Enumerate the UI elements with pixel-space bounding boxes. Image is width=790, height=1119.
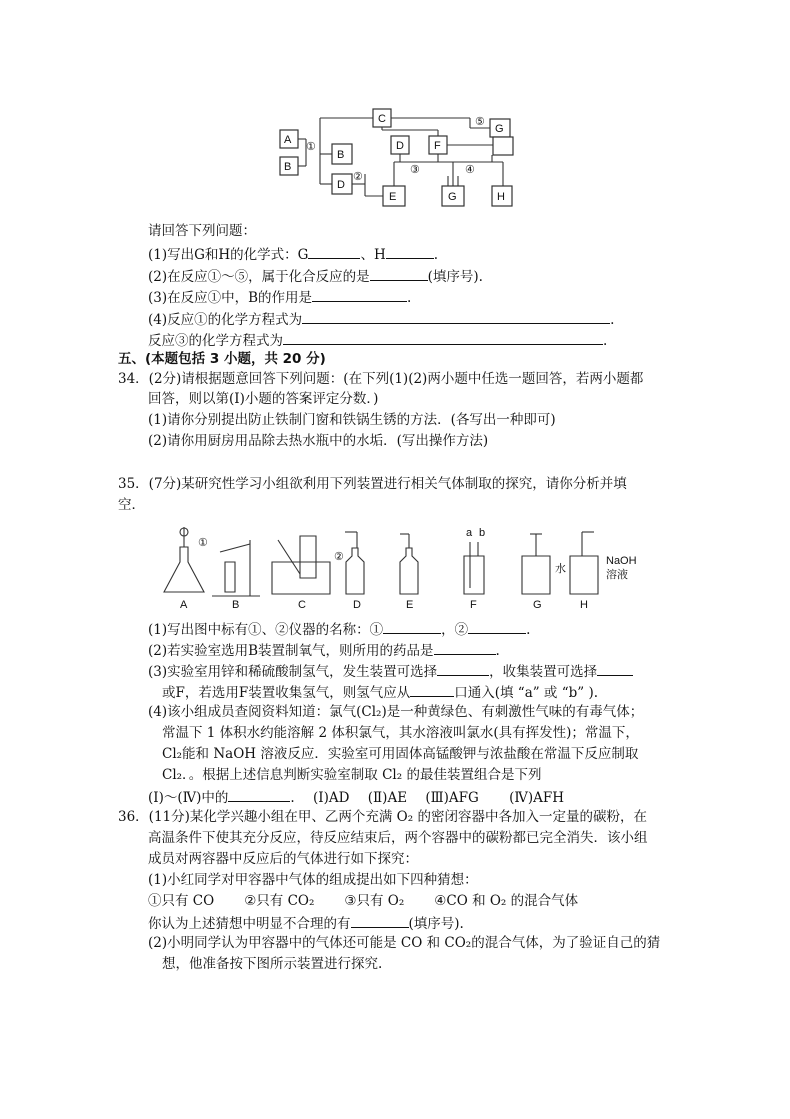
port-a: a bbox=[466, 527, 473, 539]
apparatus-mark-2: ② bbox=[334, 551, 344, 563]
q34-line1: 34．(2分)请根据题意回答下列问题：(在下列(1)(2)两小题中任选一题回答，若两小题都 bbox=[118, 371, 644, 387]
q36-line8: 想，他准备按下图所示装置进行探究. bbox=[162, 956, 383, 972]
q35-options: (Ⅰ)～(Ⅳ)中的 . (Ⅰ)AD (Ⅱ)AE (Ⅲ)AFG (Ⅳ)AFH bbox=[148, 787, 564, 807]
q33-part1: (1)写出G和H的化学式：G 、H . bbox=[148, 244, 438, 264]
mark-1: ① bbox=[306, 141, 316, 153]
section-5-title: 五、(本题包括 3 小题，共 20 分) bbox=[118, 351, 326, 367]
q35-part4-line1: (4)该小组成员查阅资料知道：氯气(Cl₂)是一种黄绿色、有刺激性气味的有毒气体； bbox=[148, 704, 644, 720]
q36-line2: 高温条件下使其充分反应，待反应结束后，两个容器中的碳粉都已完全消失．该小组 bbox=[148, 830, 648, 846]
q36-line3: 成员对两容器中反应后的气体进行如下探究： bbox=[148, 851, 418, 867]
apparatus-label-b: B bbox=[232, 599, 240, 611]
apparatus-label-h: H bbox=[580, 599, 588, 611]
q35-part3b: 或F，若选用F装置收集氢气，则氢气应从 口通入(填 “a” 或 “b” ). bbox=[162, 682, 598, 702]
node-f: F bbox=[434, 140, 441, 152]
node-c: C bbox=[378, 113, 386, 125]
q36-line6: 你认为上述猜想中明显不合理的有 (填序号). bbox=[148, 913, 464, 933]
node-b: B bbox=[284, 161, 292, 173]
q33-intro: 请回答下列问题： bbox=[148, 223, 256, 239]
port-b: b bbox=[479, 527, 486, 539]
q33-part3: (3)在反应①中，B的作用是 . bbox=[148, 287, 411, 307]
reaction-flowchart bbox=[270, 100, 530, 212]
q34-line3: (1)请你分别提出防止铁制门窗和铁锅生锈的方法．(各写出一种即可) bbox=[148, 412, 556, 428]
apparatus-diagram bbox=[150, 522, 650, 612]
solution-label: 溶液 bbox=[606, 569, 628, 581]
q33-part4: (4)反应①的化学方程式为 . bbox=[148, 309, 614, 329]
node-d2: D bbox=[396, 140, 404, 152]
node-g2: G bbox=[495, 123, 504, 135]
mark-2: ② bbox=[353, 171, 363, 183]
q35-part4-line2: 常温下 1 体积水约能溶解 2 体积氯气，其水溶液叫氯水(具有挥发性)；常温下， bbox=[162, 725, 639, 741]
node-a: A bbox=[284, 134, 292, 146]
q35-part4-line3: Cl₂能和 NaOH 溶液反应．实验室可用固体高锰酸钾与浓盐酸在常温下反应制取 bbox=[162, 746, 639, 762]
node-g: G bbox=[448, 191, 457, 203]
q36-guesses: ①只有 CO ②只有 CO₂ ③只有 O₂ ④CO 和 O₂ 的混合气体 bbox=[148, 893, 579, 909]
node-b2: B bbox=[337, 149, 345, 161]
q33-part2: (2)在反应①～⑤，属于化合反应的是 (填序号). bbox=[148, 266, 483, 286]
apparatus-label-c: C bbox=[298, 599, 306, 611]
apparatus-label-g: G bbox=[533, 599, 542, 611]
naoh-label: NaOH bbox=[606, 555, 637, 567]
q35-line1: 35．(7分)某研究性学习小组欲利用下列装置进行相关气体制取的探究，请你分析并填 bbox=[118, 476, 627, 492]
mark-4: ④ bbox=[465, 164, 475, 176]
q34-line4: (2)请你用厨房用品除去热水瓶中的水垢．(写出操作方法) bbox=[148, 433, 489, 449]
q35-part4-line4: Cl₂．。根据上述信息判断实验室制取 Cl₂ 的最佳装置组合是下列 bbox=[162, 767, 542, 783]
apparatus-label-a: A bbox=[180, 599, 188, 611]
q36-line4: (1)小红同学对甲容器中气体的组成提出如下四种猜想： bbox=[148, 872, 478, 888]
node-h: H bbox=[497, 191, 505, 203]
mark-5: ⑤ bbox=[475, 116, 485, 128]
q35-part1: (1)写出图中标有①、②仪器的名称：① ，② . bbox=[148, 619, 530, 639]
mark-3: ③ bbox=[410, 164, 420, 176]
q35-part2: (2)若实验室选用B装置制氧气，则所用的药品是 . bbox=[148, 640, 500, 660]
apparatus-mark-1: ① bbox=[198, 537, 208, 549]
water-label: 水 bbox=[555, 563, 566, 575]
node-e: E bbox=[389, 191, 397, 203]
q36-line1: 36．(11分)某化学兴趣小组在甲、乙两个充满 O₂ 的密闭容器中各加入一定量的碳粉，在 bbox=[118, 809, 647, 825]
apparatus-label-f: F bbox=[470, 599, 477, 611]
apparatus-label-d: D bbox=[353, 599, 361, 611]
q35-part3a: (3)实验室用锌和稀硫酸制氢气，发生装置可选择 ，收集装置可选择 bbox=[148, 661, 633, 681]
q34-line2: 回答，则以第(I)小题的答案评定分数．) bbox=[148, 391, 379, 407]
node-d: D bbox=[337, 179, 345, 191]
q35-line2: 空． bbox=[118, 497, 145, 513]
q33-part5: 反应③的化学方程式为 . bbox=[148, 330, 607, 350]
q36-line7: (2)小明同学认为甲容器中的气体还可能是 CO 和 CO₂的混合气体，为了验证自己的猜 bbox=[148, 935, 661, 951]
apparatus-label-e: E bbox=[406, 599, 414, 611]
